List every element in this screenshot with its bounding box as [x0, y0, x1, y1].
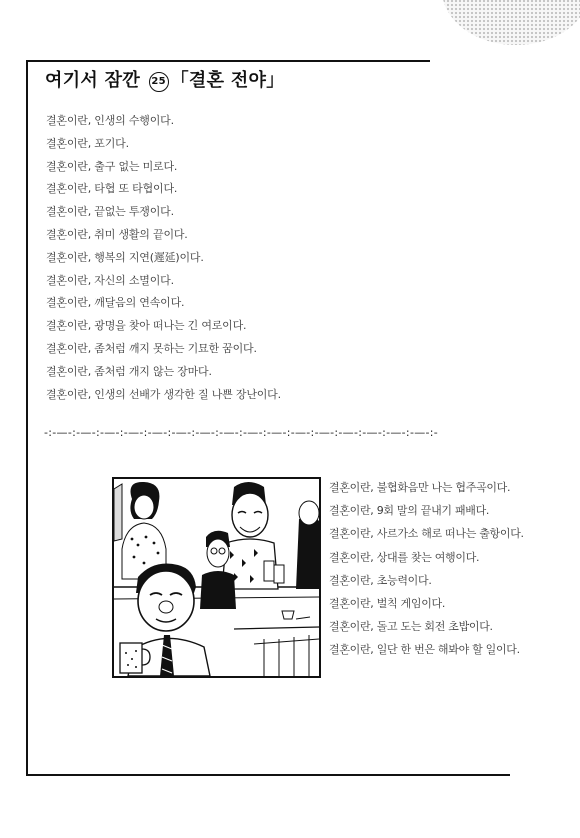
text-line: 결혼이란, 포기다. — [46, 136, 129, 150]
text-line: 결혼이란, 좀처럼 깨지 못하는 기묘한 꿈이다. — [46, 341, 257, 355]
text-line: 결혼이란, 인생의 선배가 생각한 질 나쁜 장난이다. — [46, 387, 281, 401]
text-line: 결혼이란, 출구 없는 미로다. — [46, 159, 178, 173]
text-line: 결혼이란, 광명을 찾아 떠나는 긴 여로이다. — [46, 319, 247, 333]
title-prefix: 여기서 잠깐 — [45, 70, 141, 91]
text-line: 결혼이란, 돌고 도는 회전 초밥이다. — [329, 620, 493, 634]
text-line: 결혼이란, 취미 생활의 끝이다. — [46, 227, 188, 241]
text-line: 결혼이란, 타협 또 타협이다. — [46, 182, 178, 196]
text-line: 결혼이란, 행복의 지연(遲延)이다. — [46, 250, 204, 264]
side-text-list — [329, 479, 524, 665]
text-line: 결혼이란, 자신의 소멸이다. — [46, 273, 174, 287]
text-line: 결혼이란, 좀처럼 개지 않는 장마다. — [46, 364, 212, 378]
text-line: 결혼이란, 상대를 찾는 여행이다. — [329, 550, 480, 564]
frame-top-rule — [26, 60, 430, 62]
text-line: 결혼이란, 벌칙 게임이다. — [329, 596, 446, 610]
comic-drawing — [114, 479, 319, 676]
comic-illustration — [112, 477, 321, 678]
ornament-divider: -:-—-:-—-:-—-:-—-:-—-:-—-:-—-:-—-:-—-:-—-:-—-:-—-:-—-:-—-:-—-:-—-:- — [44, 426, 439, 439]
corner-screentone-circle — [442, 0, 580, 45]
text-line: 결혼이란, 인생의 수행이다. — [46, 114, 174, 127]
text-line: 결혼이란, 일단 한 번은 해봐야 할 일이다. — [329, 643, 520, 657]
text-line: 결혼이란, 깨달음의 연속이다. — [46, 296, 185, 310]
frame-bottom-rule — [26, 774, 510, 776]
main-text-list — [46, 112, 281, 408]
text-line: 결혼이란, 초능력이다. — [329, 573, 432, 587]
text-line: 결혼이란, 끝없는 투쟁이다. — [46, 205, 174, 219]
text-line: 결혼이란, 불협화음만 나는 협주곡이다. — [329, 481, 511, 494]
section-title — [45, 66, 285, 92]
title-text: 「결혼 전야」 — [170, 70, 285, 91]
title-circled-number: 25 — [149, 72, 169, 92]
text-line: 결혼이란, 사르가소 해로 떠나는 출항이다. — [329, 527, 524, 541]
frame-left-rule — [26, 60, 28, 776]
text-line: 결혼이란, 9회 말의 끝내기 패배다. — [329, 504, 490, 518]
